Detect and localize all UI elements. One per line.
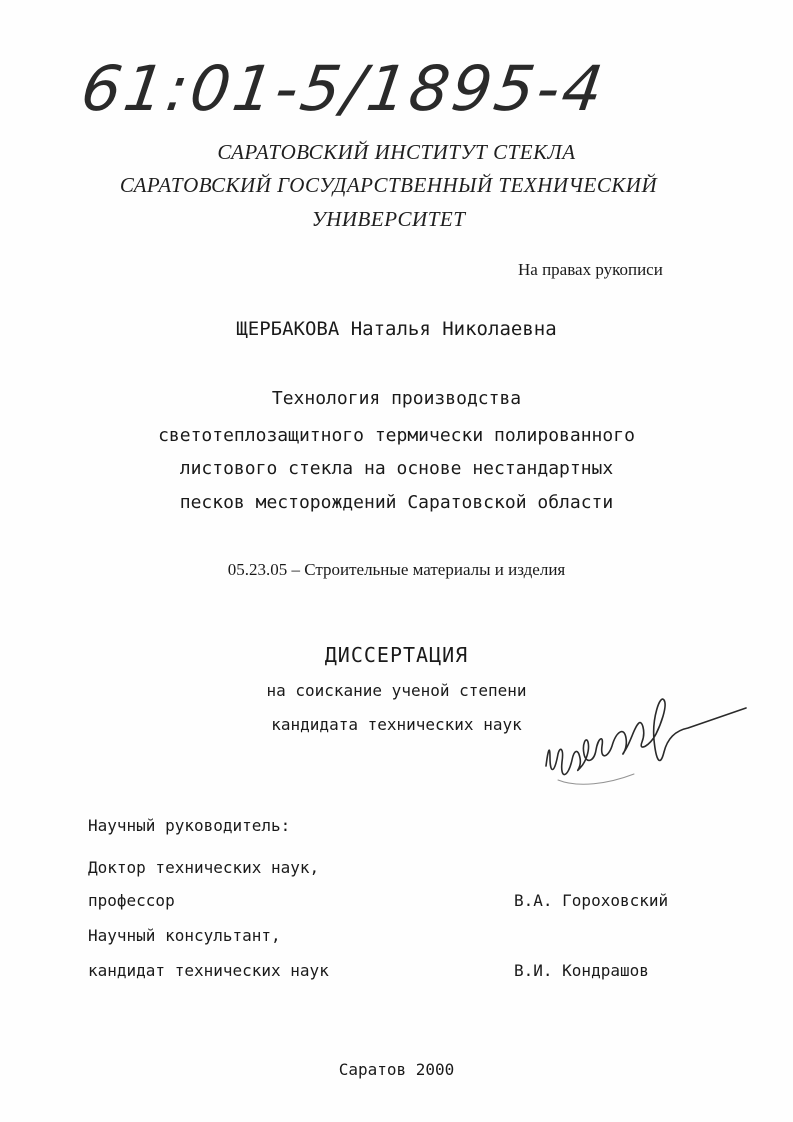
consultant-name: В.И. Кондрашов bbox=[514, 961, 649, 980]
rights-note: На правах рукописи bbox=[518, 260, 663, 279]
supervisor-degree: Доктор технических наук, bbox=[88, 858, 320, 877]
thesis-title-line-2: светотеплозащитного термически полированного bbox=[158, 425, 635, 446]
city-year: Саратов 2000 bbox=[338, 1060, 455, 1079]
consultant-label: Научный консультант, bbox=[88, 926, 281, 945]
supervisor-name: В.А. Гороховский bbox=[514, 891, 669, 910]
thesis-title-line-1: Технология производства bbox=[271, 388, 522, 409]
supervisor-label: Научный руководитель: bbox=[88, 816, 291, 835]
institution-line-3: УНИВЕРСИТЕТ bbox=[311, 207, 466, 231]
archive-number: 61:01-5/1895-4 bbox=[76, 52, 611, 125]
specialty-code: 05.23.05 – Строительные материалы и изделия bbox=[227, 560, 566, 579]
institution-line-1: САРАТОВСКИЙ ИНСТИТУТ СТЕКЛА bbox=[217, 140, 576, 164]
handwritten-signature bbox=[538, 688, 748, 798]
thesis-title-line-3: листового стекла на основе нестандартных bbox=[179, 458, 614, 479]
consultant-degree: кандидат технических наук bbox=[88, 961, 329, 980]
dissertation-degree-line-2: кандидата технических наук bbox=[271, 715, 522, 734]
dissertation-heading: ДИССЕРТАЦИЯ bbox=[324, 643, 469, 667]
supervisor-title: профессор bbox=[88, 891, 175, 910]
institution-line-2: САРАТОВСКИЙ ГОСУДАРСТВЕННЫЙ ТЕХНИЧЕСКИЙ bbox=[119, 173, 658, 197]
thesis-title-line-4: песков месторождений Саратовской области bbox=[179, 492, 614, 513]
dissertation-degree-line-1: на соискание ученой степени bbox=[266, 681, 527, 700]
author-name: ЩЕРБАКОВА Наталья Николаевна bbox=[236, 318, 557, 340]
